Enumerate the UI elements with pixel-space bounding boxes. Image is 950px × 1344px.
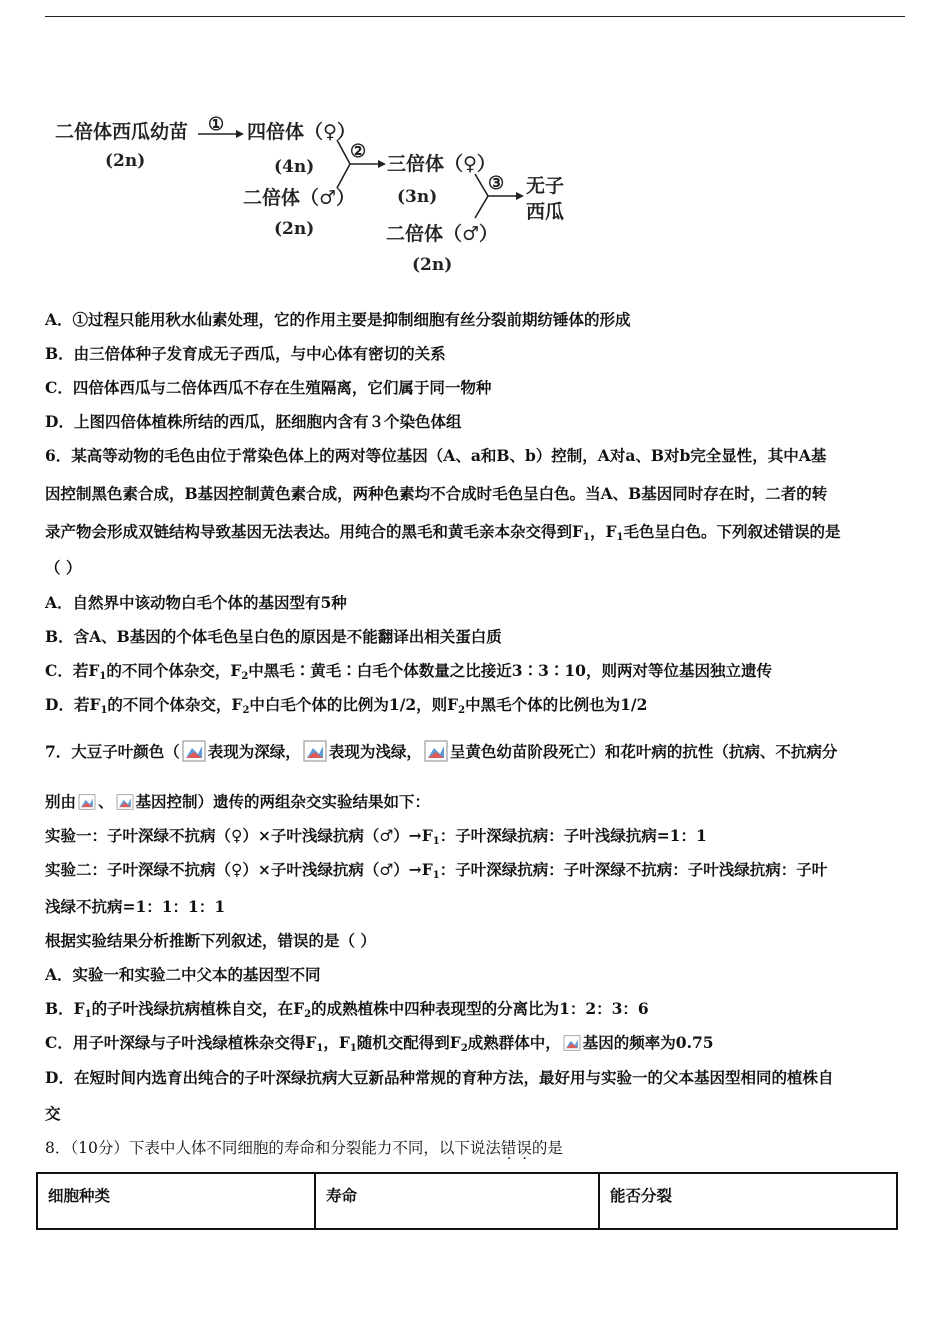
diagram-diploid-male-2: 二倍体（♂） (386, 223, 499, 245)
q6-option-d: D．若$F_1$的不同个体杂交，$F_2$中白毛个体的比例为1/2，则$F_2$中黑毛个体的比例也为1/2 (45, 695, 648, 716)
q7-stem-line1: 7．大豆子叶颜色（ 表现为深绿， 表现为浅绿， 呈黄色幼苗阶段死亡）和花叶病的抗性（抗病、不抗病分 (45, 742, 838, 761)
arrow-step3-head (516, 192, 524, 200)
q6-stem-line2: 因控制黑色素合成，B基因控制黄色素合成，两种色素均不合成时毛色呈白色。当A、B基因同时存在时，二者的转 (45, 484, 828, 503)
table-header-cell: 能否分裂 (599, 1173, 897, 1229)
q7-option-c: C．用子叶深绿与子叶浅绿植株杂交得$F_1$，$F_1$随机交配得到$F_2$成熟群体中， 基因的频率为0.75 (45, 1033, 714, 1054)
table-header-cell: 寿命 (315, 1173, 599, 1229)
q6-option-a: A．自然界中该动物白毛个体的基因型有5种 (45, 593, 347, 612)
diagram-step3: ③ (488, 173, 505, 194)
table-header-cell: 细胞种类 (37, 1173, 315, 1229)
q7-option-d-line2: 交 (45, 1104, 61, 1123)
diagram-tetraploid-ploidy: (4n) (274, 157, 315, 177)
broken-image-icon (116, 794, 134, 810)
diagram-step1: ① (208, 114, 225, 135)
q5-option-c: C．四倍体西瓜与二倍体西瓜不存在生殖隔离，它们属于同一物种 (45, 378, 492, 397)
diagram-step2: ② (350, 141, 367, 162)
q5-option-b: B．由三倍体种子发育成无子西瓜，与中心体有密切的关系 (45, 344, 446, 363)
q6-option-c: C．若$F_1$的不同个体杂交，$F_2$中黑毛∶黄毛∶白毛个体数量之比接近3∶3∶10，则两对等位基因独立遗传 (45, 661, 772, 682)
watermelon-breeding-diagram (50, 112, 590, 282)
q6-stem-line3: 录产物会形成双链结构导致基因无法表达。用纯合的黑毛和黄毛亲本杂交得到$F_1$，$F_1$毛色呈白色。下列叙述错误的是 (45, 522, 841, 543)
q7-stem-line2: 别由 、 基因控制）遗传的两组杂交实验结果如下： (45, 792, 431, 811)
q8-stem: 8．（10分）下表中人体不同细胞的寿命和分裂能力不同，以下说法错误的是 (45, 1139, 563, 1157)
diagram-triploid-ploidy: (3n) (397, 187, 438, 207)
q7-experiment1: 实验一：子叶深绿不抗病（♀）×子叶浅绿抗病$(♂)\to F_1$：子叶深绿抗病：子叶浅绿抗病=1：1 (45, 826, 707, 847)
q7-option-a: A．实验一和实验二中父本的基因型不同 (45, 965, 321, 984)
q7-option-d-line1: D．在短时间内选育出纯合的子叶深绿抗病大豆新品种常规的育种方法，最好用与实验一的父本基因型相同的植株自 (45, 1068, 834, 1087)
q6-stem-line1: 6．某高等动物的毛色由位于常染色体上的两对等位基因（A、a和B、b）控制，A对a、B对b完全显性，其中A基 (45, 446, 827, 465)
cross-step3 (475, 174, 488, 218)
q5-option-a: A．①过程只能用秋水仙素处理，它的作用主要是抑制细胞有丝分裂前期纺锤体的形成 (45, 310, 631, 329)
top-rule (45, 16, 905, 17)
diagram-result-line2: 西瓜 (526, 201, 565, 223)
diagram-start: 二倍体西瓜幼苗 (55, 121, 189, 143)
q5-option-d: D．上图四倍体植株所结的西瓜，胚细胞内含有３个染色体组 (45, 412, 462, 431)
broken-image-icon (303, 740, 327, 762)
diagram-result-line1: 无子 (526, 175, 565, 197)
q7-option-b: B．$F_1$的子叶浅绿抗病植株自交，在$F_2$的成熟植株中四种表现型的分离比为1：2：3：6 (45, 999, 649, 1020)
q6-answer-blank: （ ） (45, 558, 82, 577)
diagram-diploid-male-2-ploidy: (2n) (412, 255, 453, 275)
diagram-tetraploid: 四倍体（♀） (247, 121, 356, 143)
arrow-step2-head (378, 160, 386, 168)
q7-experiment2-line1: 实验二：子叶深绿不抗病（♀）×子叶浅绿抗病$(♂)\to F_1$：子叶深绿抗病：子叶深绿不抗病：子叶浅绿抗病：子叶 (45, 860, 828, 881)
arrow-step1-head (236, 130, 244, 138)
broken-image-icon (182, 740, 206, 762)
q6-option-b: B．含A、B基因的个体毛色呈白色的原因是不能翻译出相关蛋白质 (45, 627, 502, 646)
q7-ask: 根据实验结果分析推断下列叙述，错误的是（ ） (45, 931, 376, 950)
broken-image-icon (563, 1035, 581, 1051)
diagram-triploid: 三倍体（♀） (387, 153, 496, 175)
diagram-diploid-male-1-ploidy: (2n) (274, 219, 315, 239)
broken-image-icon (78, 794, 96, 810)
cell-lifespan-table (36, 1172, 898, 1230)
broken-image-icon (424, 740, 448, 762)
diagram-start-ploidy: (2n) (105, 151, 146, 171)
cross-step2 (337, 140, 350, 188)
table-row (37, 1173, 897, 1229)
diagram-diploid-male-1: 二倍体（♂） (243, 187, 356, 209)
q7-experiment2-line2: 浅绿不抗病=1：1：1：1 (45, 897, 226, 916)
